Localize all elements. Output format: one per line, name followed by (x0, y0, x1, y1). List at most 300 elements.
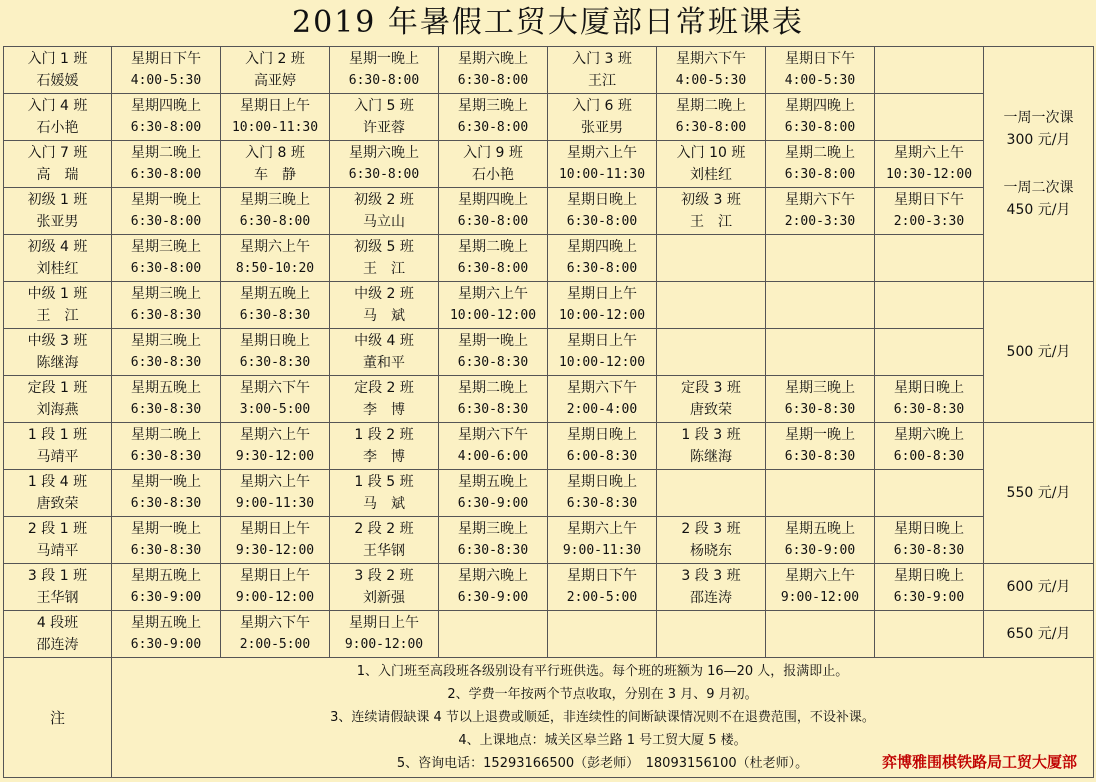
cell-line-2: 6:30-8:00 (130, 120, 202, 135)
cell-line-2: 邵连涛 (690, 590, 732, 606)
schedule-cell (221, 47, 330, 94)
class-cell (4, 329, 112, 376)
cell-line-1: 中级 4 班 (354, 333, 414, 349)
cell-line-2: 李 博 (363, 402, 405, 418)
cell-line-1: 星期三晚上 (458, 98, 528, 114)
cell-line-2: 8:50-10:20 (235, 261, 315, 276)
schedule-cell (330, 329, 439, 376)
schedule-cell (766, 94, 875, 141)
cell-line-2: 6:30-8:00 (348, 167, 420, 182)
table-row (4, 188, 1094, 235)
schedule-cell (657, 423, 766, 470)
schedule-cell (221, 423, 330, 470)
note-item: 3、连续请假缺课 4 节以上退费或顺延，非连续性的间断缺课情况则不在退费范围，不设补课。 (330, 710, 875, 725)
schedule-cell (221, 235, 330, 282)
schedule-cell (221, 282, 330, 329)
cell-line-1: 星期六下午 (240, 615, 310, 631)
schedule-cell (766, 470, 875, 517)
cell-line-1: 中级 2 班 (354, 286, 414, 302)
cell-line-2: 6:30-8:00 (457, 120, 529, 135)
cell-line-2: 6:30-9:00 (457, 590, 529, 605)
cell-line-2: 6:00-8:30 (566, 449, 638, 464)
cell-line-2: 9:00-11:30 (235, 496, 315, 511)
cell-line-1: 初级 4 班 (27, 239, 88, 255)
schedule-cell (875, 188, 984, 235)
schedule-cell (548, 235, 657, 282)
cell-line-2: 6:30-8:30 (566, 496, 638, 511)
schedule-cell (766, 376, 875, 423)
cell-line-1: 星期日下午 (131, 51, 201, 67)
cell-line-2: 6:30-8:00 (130, 214, 202, 229)
cell-line-1: 星期六晚上 (894, 427, 964, 443)
cell-line-1: 星期二晚上 (785, 145, 855, 161)
cell-line-1: 星期六下午 (676, 51, 746, 67)
schedule-cell (330, 517, 439, 564)
schedule-cell (330, 282, 439, 329)
cell-line-2: 许亚蓉 (363, 120, 405, 136)
cell-line-2: 王 江 (690, 214, 732, 230)
cell-line-2: 9:30-12:00 (235, 543, 315, 558)
fee-cell (984, 423, 1094, 564)
cell-line-1: 星期二晚上 (458, 380, 528, 396)
notes-row (4, 658, 1094, 778)
note-item: 4、上课地点：城关区皋兰路 1 号工贸大厦 5 楼。 (458, 733, 747, 748)
schedule-cell (548, 517, 657, 564)
cell-line-2: 陈继海 (36, 355, 79, 371)
cell-line-1: 3 段 2 班 (354, 568, 414, 584)
cell-line-1: 定段 1 班 (27, 380, 88, 396)
cell-line-2: 6:30-8:30 (893, 543, 965, 558)
cell-line-2: 6:30-8:00 (457, 214, 529, 229)
cell-line-1: 星期一晚上 (349, 51, 419, 67)
fee-line: 600 元/月 (1006, 579, 1071, 595)
cell-line-2: 邵连涛 (36, 637, 79, 653)
schedule-table (3, 46, 1094, 778)
schedule-cell (875, 611, 984, 658)
schedule-cell (657, 235, 766, 282)
cell-line-1: 星期日上午 (240, 98, 310, 114)
cell-line-1: 星期六上午 (240, 239, 310, 255)
cell-line-1: 入门 10 班 (676, 145, 746, 161)
cell-line-1: 星期五晚上 (458, 474, 528, 490)
cell-line-1: 星期日上午 (349, 615, 419, 631)
cell-line-2: 9:00-12:00 (235, 590, 315, 605)
cell-line-1: 初级 2 班 (354, 192, 414, 208)
cell-line-1: 星期五晚上 (131, 380, 201, 396)
schedule-cell (439, 376, 548, 423)
cell-line-2: 杨晓东 (690, 543, 732, 559)
schedule-cell (439, 188, 548, 235)
cell-line-2: 王 江 (36, 308, 79, 324)
cell-line-1: 入门 1 班 (27, 51, 88, 67)
cell-line-2: 6:30-8:30 (893, 402, 965, 417)
class-cell (4, 235, 112, 282)
cell-line-1: 入门 4 班 (27, 98, 88, 114)
cell-line-1: 星期六上午 (458, 286, 528, 302)
cell-line-2: 6:30-8:30 (784, 449, 856, 464)
schedule-cell (548, 423, 657, 470)
cell-line-2: 6:30-8:30 (130, 543, 202, 558)
schedule-cell (875, 564, 984, 611)
schedule-cell (330, 611, 439, 658)
schedule-cell (875, 235, 984, 282)
fee-cell (984, 564, 1094, 611)
cell-line-2: 董和平 (363, 355, 405, 371)
cell-line-2: 马 斌 (363, 308, 405, 324)
cell-line-2: 高 瑞 (36, 167, 79, 183)
cell-line-1: 星期二晚上 (131, 427, 201, 443)
cell-line-2: 马 斌 (363, 496, 405, 512)
schedule-cell (875, 282, 984, 329)
cell-line-1: 2 段 3 班 (681, 521, 741, 537)
cell-line-2: 6:30-8:00 (457, 73, 529, 88)
cell-line-2: 9:00-12:00 (344, 637, 424, 652)
table-row (4, 564, 1094, 611)
table-row (4, 282, 1094, 329)
cell-line-2: 6:30-8:00 (675, 120, 747, 135)
table-row (4, 329, 1094, 376)
schedule-cell (330, 423, 439, 470)
cell-line-1: 4 段班 (36, 615, 79, 631)
cell-line-1: 星期二晚上 (676, 98, 746, 114)
schedule-cell (330, 94, 439, 141)
cell-line-2: 4:00-5:30 (784, 73, 856, 88)
class-cell (4, 94, 112, 141)
cell-line-1: 星期日晚上 (894, 568, 964, 584)
schedule-cell (221, 188, 330, 235)
schedule-cell (657, 188, 766, 235)
schedule-cell (439, 282, 548, 329)
schedule-cell (657, 47, 766, 94)
cell-line-2: 石小艳 (36, 120, 79, 136)
cell-line-2: 6:30-8:00 (130, 261, 202, 276)
cell-line-1: 初级 3 班 (681, 192, 741, 208)
cell-line-1: 入门 3 班 (572, 51, 632, 67)
cell-line-2: 6:30-8:30 (130, 308, 202, 323)
schedule-cell (439, 517, 548, 564)
schedule-cell (548, 282, 657, 329)
cell-line-2: 6:30-8:30 (130, 355, 202, 370)
schedule-cell (548, 141, 657, 188)
fee-line: 一周二次课 (1003, 180, 1074, 196)
cell-line-2: 6:30-8:30 (457, 355, 529, 370)
cell-line-1: 1 段 2 班 (354, 427, 414, 443)
schedule-cell (439, 47, 548, 94)
cell-line-1: 星期日下午 (894, 192, 964, 208)
cell-line-2: 6:30-9:00 (130, 637, 202, 652)
schedule-cell (548, 94, 657, 141)
cell-line-1: 星期一晚上 (131, 474, 201, 490)
schedule-cell (439, 611, 548, 658)
cell-line-1: 1 段 3 班 (681, 427, 741, 443)
schedule-cell (875, 94, 984, 141)
cell-line-1: 星期六晚上 (458, 51, 528, 67)
schedule-cell (112, 141, 221, 188)
schedule-body (4, 47, 1094, 778)
cell-line-2: 10:00-11:30 (558, 167, 646, 182)
class-cell (4, 376, 112, 423)
cell-line-1: 星期三晚上 (131, 286, 201, 302)
class-cell (4, 564, 112, 611)
schedule-cell (548, 376, 657, 423)
class-cell (4, 423, 112, 470)
table-row (4, 423, 1094, 470)
fee-cell (984, 282, 1094, 423)
schedule-cell (112, 611, 221, 658)
cell-line-2: 王华钢 (363, 543, 405, 559)
cell-line-1: 星期六晚上 (349, 145, 419, 161)
cell-line-2: 2:00-5:00 (239, 637, 311, 652)
schedule-cell (330, 376, 439, 423)
schedule-cell (766, 564, 875, 611)
fee-line: 一周一次课 (1003, 110, 1074, 126)
table-row (4, 376, 1094, 423)
cell-line-2: 6:30-8:00 (566, 214, 638, 229)
cell-line-1: 中级 1 班 (27, 286, 88, 302)
schedule-cell (875, 141, 984, 188)
cell-line-2: 3:00-5:00 (239, 402, 311, 417)
cell-line-1: 初级 5 班 (354, 239, 414, 255)
fee-line: 650 元/月 (1006, 626, 1071, 642)
schedule-cell (330, 470, 439, 517)
cell-line-1: 星期一晚上 (785, 427, 855, 443)
note-item: 5、咨询电话：15293166500（彭老师） 18093156100（杜老师）。 (396, 756, 809, 771)
cell-line-1: 星期三晚上 (240, 192, 310, 208)
cell-line-1: 1 段 5 班 (354, 474, 414, 490)
cell-line-1: 2 段 1 班 (27, 521, 88, 537)
cell-line-2: 6:30-8:30 (130, 402, 202, 417)
cell-line-1: 星期四晚上 (458, 192, 528, 208)
cell-line-2: 6:30-8:00 (457, 261, 529, 276)
schedule-cell (221, 329, 330, 376)
cell-line-2: 马靖平 (36, 449, 79, 465)
cell-line-2: 刘桂红 (690, 167, 732, 183)
cell-line-1: 星期六上午 (240, 427, 310, 443)
cell-line-1: 入门 2 班 (245, 51, 305, 67)
class-cell (4, 188, 112, 235)
cell-line-1: 1 段 1 班 (27, 427, 88, 443)
cell-line-2: 6:30-8:30 (239, 355, 311, 370)
cell-line-1: 星期日晚上 (567, 474, 637, 490)
cell-line-1: 星期三晚上 (131, 239, 201, 255)
cell-line-2: 4:00-5:30 (130, 73, 202, 88)
schedule-cell (548, 611, 657, 658)
cell-line-1: 2 段 2 班 (354, 521, 414, 537)
schedule-cell (330, 141, 439, 188)
schedule-cell (330, 235, 439, 282)
schedule-cell (112, 235, 221, 282)
schedule-cell (439, 94, 548, 141)
cell-line-2: 6:30-8:00 (566, 261, 638, 276)
schedule-cell (657, 141, 766, 188)
cell-line-1: 入门 9 班 (463, 145, 523, 161)
page-title: 2019 年暑假工贸大厦部日常班课表 (292, 5, 804, 40)
schedule-cell (766, 611, 875, 658)
class-cell (4, 611, 112, 658)
schedule-cell (766, 423, 875, 470)
cell-line-2: 2:00-5:00 (566, 590, 638, 605)
cell-line-1: 星期六下午 (240, 380, 310, 396)
cell-line-1: 星期日上午 (567, 333, 637, 349)
schedule-cell (875, 47, 984, 94)
schedule-cell (221, 470, 330, 517)
cell-line-1: 星期六晚上 (458, 568, 528, 584)
cell-line-2: 马立山 (363, 214, 405, 230)
schedule-cell (112, 470, 221, 517)
schedule-cell (112, 517, 221, 564)
schedule-cell (657, 282, 766, 329)
table-row (4, 517, 1094, 564)
schedule-cell (657, 94, 766, 141)
schedule-cell (112, 47, 221, 94)
schedule-cell (112, 94, 221, 141)
cell-line-1: 星期日晚上 (567, 192, 637, 208)
cell-line-2: 6:30-8:30 (239, 308, 311, 323)
schedule-cell (221, 94, 330, 141)
cell-line-1: 星期日晚上 (894, 380, 964, 396)
cell-line-1: 3 段 3 班 (681, 568, 741, 584)
table-row (4, 470, 1094, 517)
cell-line-1: 星期六上午 (785, 568, 855, 584)
cell-line-2: 张亚男 (36, 214, 79, 230)
table-row (4, 47, 1094, 94)
cell-line-1: 星期日上午 (240, 521, 310, 537)
cell-line-1: 中级 3 班 (27, 333, 88, 349)
cell-line-2: 6:30-8:30 (130, 496, 202, 511)
fee-line: 500 元/月 (1006, 344, 1071, 360)
note-item: 1、入门班至高段班各级别设有平行班供选。每个班的班额为 16—20 人，报满即止。 (356, 664, 849, 679)
notes-content (112, 658, 1094, 778)
cell-line-1: 星期一晚上 (458, 333, 528, 349)
schedule-cell (766, 282, 875, 329)
cell-line-1: 星期五晚上 (131, 568, 201, 584)
cell-line-2: 6:30-8:30 (784, 402, 856, 417)
schedule-cell (657, 470, 766, 517)
schedule-cell (330, 564, 439, 611)
schedule-cell (548, 329, 657, 376)
cell-line-2: 6:30-9:00 (893, 590, 965, 605)
schedule-cell (439, 235, 548, 282)
schedule-cell (657, 376, 766, 423)
schedule-cell (330, 188, 439, 235)
schedule-cell (112, 376, 221, 423)
cell-line-2: 2:00-3:30 (784, 214, 856, 229)
cell-line-2: 10:00-12:00 (558, 308, 646, 323)
cell-line-1: 星期日上午 (567, 286, 637, 302)
cell-line-2: 10:00-12:00 (558, 355, 646, 370)
cell-line-2: 10:30-12:00 (885, 167, 973, 182)
schedule-cell (112, 564, 221, 611)
cell-line-2: 车 静 (254, 167, 296, 183)
cell-line-2: 4:00-6:00 (457, 449, 529, 464)
cell-line-2: 刘新强 (363, 590, 405, 606)
cell-line-1: 星期二晚上 (131, 145, 201, 161)
cell-line-1: 星期五晚上 (240, 286, 310, 302)
cell-line-2: 6:30-8:00 (784, 120, 856, 135)
cell-line-2: 9:00-11:30 (562, 543, 642, 558)
schedule-cell (112, 188, 221, 235)
cell-line-1: 星期日晚上 (894, 521, 964, 537)
schedule-cell (548, 564, 657, 611)
cell-line-1: 星期三晚上 (131, 333, 201, 349)
cell-line-1: 星期六上午 (567, 145, 637, 161)
notes-label: 注 (4, 658, 112, 778)
cell-line-2: 王华钢 (36, 590, 79, 606)
cell-line-1: 星期六上午 (567, 521, 637, 537)
schedule-cell (221, 517, 330, 564)
schedule-cell (548, 470, 657, 517)
cell-line-1: 星期日晚上 (567, 427, 637, 443)
class-cell (4, 47, 112, 94)
schedule-cell (875, 423, 984, 470)
class-cell (4, 470, 112, 517)
schedule-cell (766, 141, 875, 188)
cell-line-2: 2:00-4:00 (566, 402, 638, 417)
cell-line-1: 星期三晚上 (458, 521, 528, 537)
organization-name: 弈博雅围棋铁路局工贸大厦部 (881, 753, 1077, 771)
cell-line-1: 星期日晚上 (240, 333, 310, 349)
cell-line-2: 石小艳 (472, 167, 514, 183)
cell-line-1: 星期六下午 (785, 192, 855, 208)
fee-cell (984, 611, 1094, 658)
cell-line-2: 6:30-8:30 (457, 402, 529, 417)
cell-line-2: 6:30-8:00 (784, 167, 856, 182)
fee-cell (984, 47, 1094, 282)
cell-line-2: 6:30-8:30 (457, 543, 529, 558)
schedule-cell (875, 470, 984, 517)
cell-line-2: 9:00-12:00 (780, 590, 860, 605)
cell-line-2: 9:30-12:00 (235, 449, 315, 464)
cell-line-2: 马靖平 (36, 543, 79, 559)
cell-line-1: 星期一晚上 (131, 521, 201, 537)
cell-line-2: 6:30-8:00 (130, 167, 202, 182)
schedule-cell (221, 376, 330, 423)
cell-line-1: 初级 1 班 (27, 192, 88, 208)
cell-line-2: 高亚婷 (254, 73, 296, 89)
schedule-cell (548, 47, 657, 94)
cell-line-1: 星期五晚上 (131, 615, 201, 631)
cell-line-1: 星期四晚上 (785, 98, 855, 114)
cell-line-2: 石媛媛 (36, 73, 79, 89)
cell-line-1: 星期三晚上 (785, 380, 855, 396)
cell-line-2: 6:30-8:30 (130, 449, 202, 464)
cell-line-1: 星期日下午 (567, 568, 637, 584)
cell-line-1: 入门 8 班 (245, 145, 305, 161)
schedule-cell (657, 564, 766, 611)
cell-line-1: 1 段 4 班 (27, 474, 88, 490)
schedule-cell (766, 47, 875, 94)
cell-line-2: 张亚男 (581, 120, 623, 136)
cell-line-2: 10:00-12:00 (449, 308, 537, 323)
cell-line-1: 3 段 1 班 (27, 568, 88, 584)
cell-line-1: 星期二晚上 (458, 239, 528, 255)
schedule-cell (112, 282, 221, 329)
cell-line-1: 星期日上午 (240, 568, 310, 584)
cell-line-2: 10:00-11:30 (231, 120, 319, 135)
cell-line-1: 入门 7 班 (27, 145, 88, 161)
cell-line-2: 6:30-9:00 (784, 543, 856, 558)
fee-line: 450 元/月 (1006, 202, 1071, 218)
cell-line-2: 王 江 (363, 261, 405, 277)
cell-line-1: 星期五晚上 (785, 521, 855, 537)
cell-line-2: 李 博 (363, 449, 405, 465)
cell-line-1: 星期六上午 (894, 145, 964, 161)
table-row (4, 141, 1094, 188)
schedule-cell (875, 329, 984, 376)
schedule-cell (657, 611, 766, 658)
cell-line-1: 星期六下午 (567, 380, 637, 396)
schedule-cell (330, 47, 439, 94)
